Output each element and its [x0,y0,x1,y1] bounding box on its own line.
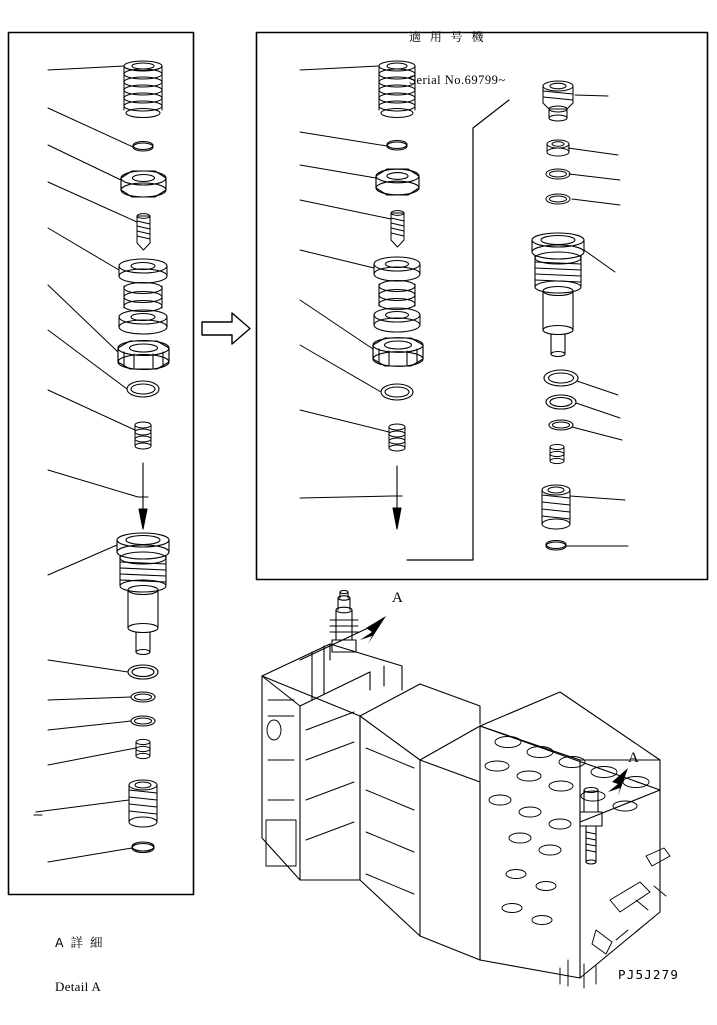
part-spring-lower-left [136,739,150,758]
callout-label-a-right: A [628,750,639,766]
part-spring-right-col [550,444,564,463]
drawing-code: PJ5J279 [618,967,680,982]
part-hex-nut-left [121,171,166,197]
part-relief-cap-right-col [543,81,573,121]
part-spring-small-right [389,424,405,451]
part-spacer-stack-right-col [546,140,570,204]
serial-applicability-note [409,2,506,116]
part-washer-small-left [133,142,153,152]
leader-lines-right [300,66,628,546]
detail-a-caption [55,906,104,1025]
part-cartridge-valve-right-col [532,233,584,357]
part-washer-bottom-left [132,842,154,853]
part-valve-body-left [117,533,169,655]
callout-label-a-top: A [392,590,403,606]
part-needle-poppet-left [138,463,148,529]
assembly-relief-valve-top [330,590,358,652]
transition-arrow [202,313,250,344]
part-hex-nut-2-left [118,341,169,370]
part-hex-nut-right [376,169,419,195]
assembly-left-face-detail [266,700,414,894]
part-threaded-plug-right [391,211,404,247]
column-bracket [407,100,509,560]
part-oring-large-right [381,384,413,400]
detail-a-panel-border [9,33,194,895]
part-oring-set-right-col [544,370,578,430]
part-needle-poppet-right [392,466,402,529]
part-oring-large-left [127,381,159,397]
part-spring-seat-right [374,257,420,332]
part-threaded-plug-left [137,214,150,250]
part-spring-cap-left [124,61,162,118]
part-spring-small-left [135,422,151,449]
assembly-port-bosses [485,737,649,925]
serial-note-jp: 適 用 号 機 [409,29,486,44]
part-threaded-sleeve-left [129,780,157,827]
part-oring-set-lower-left [128,665,158,726]
part-spring-seat-left [119,259,167,334]
control-valve-assembly [262,590,670,988]
part-washer-small-right [387,141,407,151]
serial-note-en: Serial No.69799~ [409,73,506,88]
leader-lines-left [34,66,138,862]
part-washer-bottom-right-col [546,541,566,551]
part-threaded-sleeve-right-col [542,485,570,529]
part-hex-nut-2-right [373,338,423,367]
detail-a-caption-en: Detail A [55,979,102,995]
detail-a-caption-jp: A 詳 細 [55,934,104,950]
